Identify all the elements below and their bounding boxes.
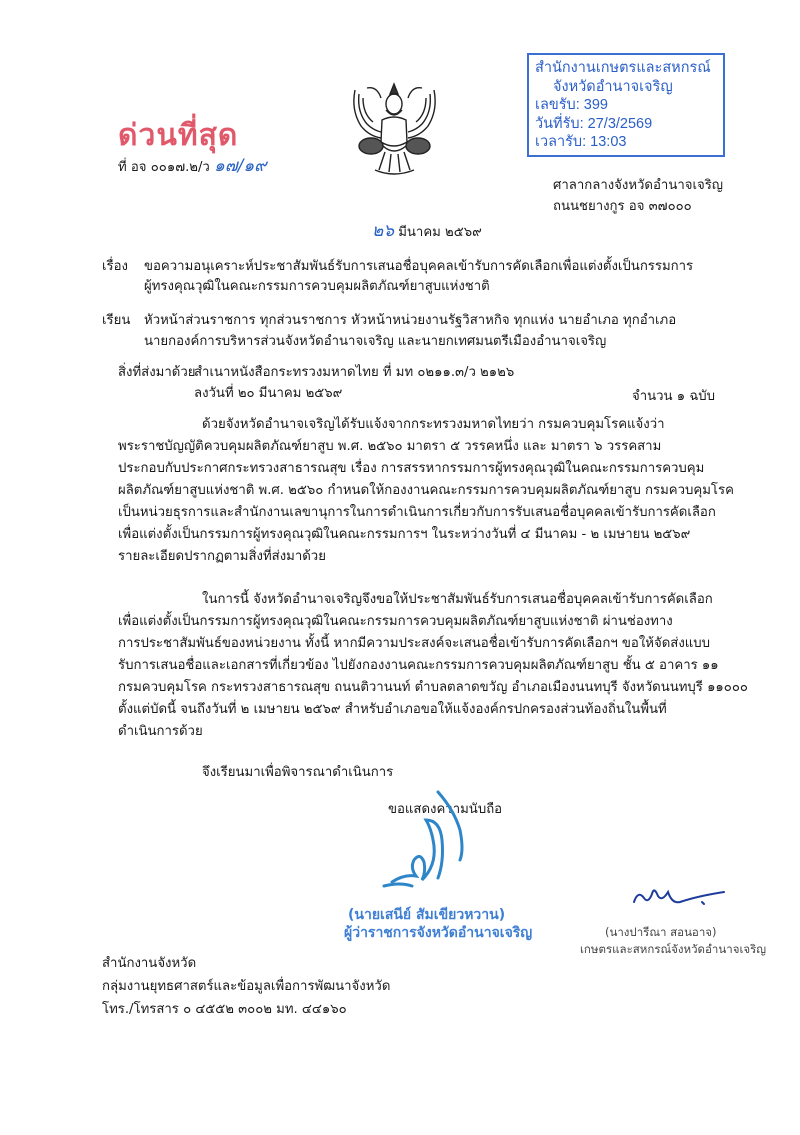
date-day-handwritten: ๒๖ (372, 221, 394, 241)
secondary-signer-name: (นางปารีณา สอนอาจ) (605, 925, 717, 939)
document-date (372, 222, 482, 242)
paragraph-2-line: ตั้งแต่บัดนี้ จนถึงวันที่ ๒ เมษายน ๒๕๖๙ สำหรับอำเภอขอให้แจ้งองค์กรปกครองส่วนท้องถิ่นในพื้นที่ (118, 702, 667, 717)
urgency-stamp: ด่วนที่สุด (118, 118, 239, 153)
paragraph-2-line: ในการนี้ จังหวัดอำนาจเจริญจึงขอให้ประชาสัมพันธ์รับการเสนอชื่อบุคคลเข้ารับการคัดเลือก (202, 592, 713, 607)
stamp-receipt-date: วันที่รับ: 27/3/2569 (535, 115, 653, 132)
secondary-signature-icon (628, 878, 738, 913)
paragraph-1-line: ผลิตภัณฑ์ยาสูบแห่งชาติ พ.ศ. ๒๕๖๐ กำหนดให้กองงานคณะกรรมการควบคุมผลิตภัณฑ์ยาสูบ กรมควบคุมโรค (118, 483, 734, 498)
receipt-stamp (527, 53, 725, 157)
paragraph-2-line: การประชาสัมพันธ์ของหน่วยงาน ทั้งนี้ หากมีความประสงค์จะเสนอชื่อเข้ารับการคัดเลือกฯ ขอให้จัดส่งแบบ (118, 636, 711, 651)
garuda-emblem-icon (347, 80, 442, 180)
paragraph-1-line: ประกอบกับประกาศกระทรวงสาธารณสุข เรื่อง การสรรหากรรมการผู้ทรงคุณวุฒิในคณะกรรมการควบคุม (118, 461, 705, 476)
paragraph-2 (118, 589, 748, 743)
document-number (118, 157, 267, 177)
stamp-receipt-no: เลขรับ: 399 (535, 97, 608, 113)
secondary-signer-title: เกษตรและสหกรณ์จังหวัดอำนาจเจริญ (580, 942, 767, 956)
paragraph-2-line: เพื่อแต่งตั้งเป็นกรรมการผู้ทรงคุณวุฒิในคณะกรรมการควบคุมผลิตภัณฑ์ยาสูบแห่งชาติ ผ่านช่องทาง (118, 614, 673, 629)
doc-no-prefix: ที่ อจ ๐๐๑๗.๒/ว (118, 160, 210, 175)
stamp-receipt-time: เวลารับ: 13:03 (535, 134, 627, 150)
paragraph-1-line: ด้วยจังหวัดอำนาจเจริญได้รับแจ้งจากกระทรวงมหาดไทยว่า กรมควบคุมโรคแจ้งว่า (202, 417, 665, 432)
enclosure-line1: สำเนาหนังสือกระทรวงมหาดไทย ที่ มท ๐๒๑๑.๓/ว ๒๑๒๖ (194, 365, 515, 380)
stamp-office-line2: จังหวัดอำนาจเจริญ (553, 78, 673, 95)
enclosure-label: สิ่งที่ส่งมาด้วย (118, 365, 196, 380)
subject-line2: ผู้ทรงคุณวุฒิในคณะกรรมการควบคุมผลิตภัณฑ์ยาสูบแห่งชาติ (144, 279, 490, 294)
governor-signature-icon (380, 790, 520, 900)
footer-contact: โทร./โทรสาร ๐ ๔๕๕๒ ๓๐๐๒ มท. ๔๔๑๖๐ (102, 1002, 347, 1017)
recipient-line2: นายกองค์การบริหารส่วนจังหวัดอำนาจเจริญ และนายกเทศมนตรีเมืองอำนาจเจริญ (144, 334, 607, 349)
signer-title: ผู้ว่าราชการจังหวัดอำนาจเจริญ (344, 925, 533, 941)
sender-address-line1: ศาลากลางจังหวัดอำนาจเจริญ (553, 178, 724, 193)
paragraph-2-line: รับการเสนอชื่อและเอกสารที่เกี่ยวข้อง ไปยังกองงานคณะกรรมการควบคุมผลิตภัณฑ์ยาสูบ ชั้น ๕ อาคาร ๑๑ (118, 658, 719, 673)
paragraph-1-line: เป็นหน่วยธุรการและสำนักงานเลขานุการในการดำเนินการเกี่ยวกับการรับเสนอชื่อบุคคลเข้ารับการคัดเลือก (118, 505, 716, 520)
closing-line: จึงเรียนมาเพื่อพิจารณาดำเนินการ (202, 765, 394, 780)
recipient-line1: หัวหน้าส่วนราชการ ทุกส่วนราชการ หัวหน้าหน่วยงานรัฐวิสาหกิจ ทุกแห่ง นายอำเภอ ทุกอำเภอ (144, 313, 677, 328)
salutation: ขอแสดงความนับถือ (388, 802, 503, 817)
paragraph-1 (118, 414, 738, 568)
enclosure-quantity: จำนวน ๑ ฉบับ (632, 389, 716, 404)
paragraph-1-line: เพื่อแต่งตั้งเป็นกรรมการผู้ทรงคุณวุฒิในคณะกรรมการฯ ในระหว่างวันที่ ๔ มีนาคม - ๒ เมษายน ๒๕๖๙ (118, 527, 691, 542)
enclosure-line2: ลงวันที่ ๒๐ มีนาคม ๒๕๖๙ (194, 386, 343, 401)
paragraph-1-line: รายละเอียดปรากฏตามสิ่งที่ส่งมาด้วย (118, 549, 326, 564)
footer-division: กลุ่มงานยุทธศาสตร์และข้อมูลเพื่อการพัฒนาจังหวัด (102, 979, 391, 994)
doc-no-handwritten: ๑๗/๑๙ (214, 156, 267, 176)
paragraph-2-line: กรมควบคุมโรค กระทรวงสาธารณสุข ถนนติวานนท์ ตำบลตลาดขวัญ อำเภอเมืองนนทบุรี จังหวัดนนทบุรี ๑๑๐๐๐ (118, 680, 748, 695)
date-month-year: มีนาคม ๒๕๖๙ (398, 225, 482, 240)
recipient-label: เรียน (102, 313, 131, 328)
footer-office: สำนักงานจังหวัด (102, 956, 197, 971)
signer-name: (นายเสนีย์ สัมเขียวหวาน) (348, 907, 506, 923)
subject-line1: ขอความอนุเคราะห์ประชาสัมพันธ์รับการเสนอชื่อบุคคลเข้ารับการคัดเลือกเพื่อแต่งตั้งเป็นกรรมการ (144, 259, 694, 274)
sender-address-line2: ถนนชยางกูร อจ ๓๗๐๐๐ (553, 199, 692, 214)
paragraph-2-line: ดำเนินการด้วย (118, 724, 203, 739)
stamp-office-line1: สำนักงานเกษตรและสหกรณ์ (535, 60, 711, 76)
paragraph-1-line: พระราชบัญญัติควบคุมผลิตภัณฑ์ยาสูบ พ.ศ. ๒๕๖๐ มาตรา ๕ วรรคหนึ่ง และ มาตรา ๖ วรรคสาม (118, 439, 662, 454)
subject-label: เรื่อง (102, 259, 128, 274)
